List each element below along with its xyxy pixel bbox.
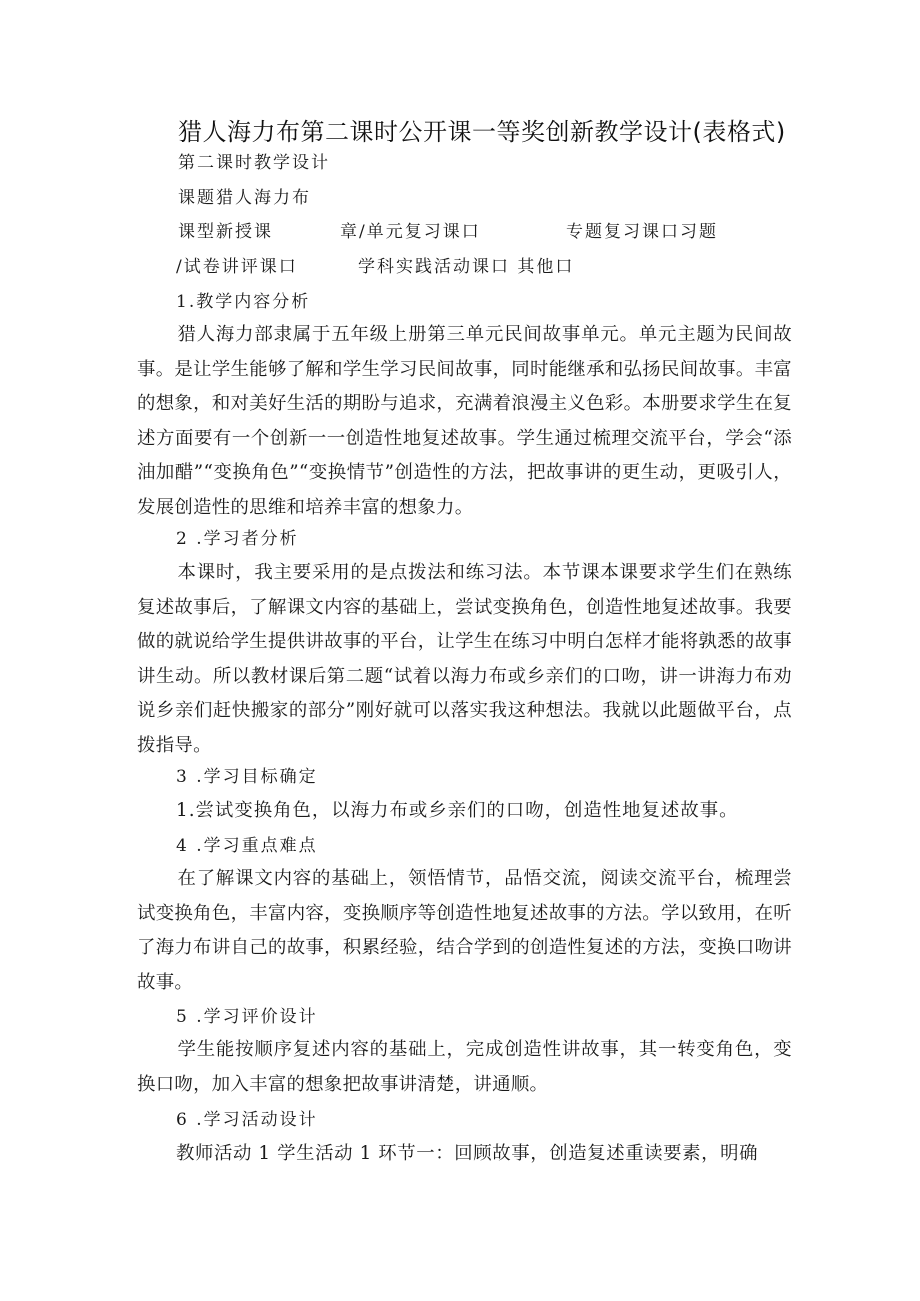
heading-learning-goals: 3 .学习目标确定 xyxy=(176,767,318,787)
lesson-topic: 课题猎人海力布 xyxy=(178,188,311,208)
paragraph-evaluation-design: 学生能按顺序复述内容的基础上，完成创造性讲故事，其一转变角色，变换口吻，加入丰富的想象把故事讲清楚，讲通顺。 xyxy=(137,1039,792,1095)
heading-activity-design: 6 .学习活动设计 xyxy=(176,1110,318,1130)
document-title: 猎人海力布第二课时公开课一等奖创新教学设计(表格式) xyxy=(178,118,786,146)
paragraph-learner-analysis: 本课时，我主要采用的是点拨法和练习法。本节课本课要求学生们在熟练复述故事后，了解课文内容的基础上，尝试变换角色，创造性地复述故事。我要做的就说给学生提供讲故事的平台，让学生在练习中明白怎样才能将孰悉的故事讲生动。所以教材课后第二题“试着以海力布或乡亲们的口吻，讲一讲海力布劝说乡亲们赶快搬家的部分”刚好就可以落实我这种想法。我就以此题做平台，点拨指导。 xyxy=(137,562,792,756)
activity-design-line: 教师活动 1 学生活动 1 环节一：回顾故事，创造复述重读要素，明确 xyxy=(176,1143,759,1164)
lesson-type-topic-review: 专题复习课口习题 xyxy=(566,222,718,242)
heading-evaluation-design: 5 .学习评价设计 xyxy=(176,1007,318,1027)
lesson-type-unit-review: 章/单元复习课口 xyxy=(340,222,481,242)
paragraph-content-analysis: 猎人海力部隶属于五年级上册第三单元民间故事单元。单元主题为民间故事。是让学生能够了解和学生学习民间故事，同时能继承和弘扬民间故事。丰富的想象，和对美好生活的期盼与追求，充满着浪漫主义色彩。本册要求学生在复述方面要有一个创新一一创造性地复述故事。学生通过梳理交流平台，学会“添油加醋”“变换角色”“变换情节”创造性的方法，把故事讲的更生动，更吸引人，发展创造性的思维和培养丰富的想象力。 xyxy=(137,324,792,518)
paragraph-key-points: 在了解课文内容的基础上，领悟情节，品悟交流，阅读交流平台，梳理尝试变换角色，丰富内容，变换顺序等创造性地复述故事的方法。学以致用，在听了海力布讲自己的故事，积累经验，结合学到的创造性复述的方法，变换口吻讲故事。 xyxy=(137,868,792,993)
subtitle-lesson-design: 第二课时教学设计 xyxy=(178,153,330,173)
learning-goal-1: 1.尝试变换角色，以海力布或乡亲们的口吻，创造性地复述故事。 xyxy=(176,800,739,821)
heading-content-analysis: 1.教学内容分析 xyxy=(176,292,311,312)
lesson-type-practice: 学科实践活动课口 其他口 xyxy=(358,257,575,277)
heading-learner-analysis: 2 .学习者分析 xyxy=(176,529,299,549)
heading-key-points: 4 .学习重点难点 xyxy=(176,836,318,856)
lesson-type-new: 课型新授课 xyxy=(178,222,273,242)
lesson-type-exam-review: /试卷讲评课口 xyxy=(176,257,298,277)
